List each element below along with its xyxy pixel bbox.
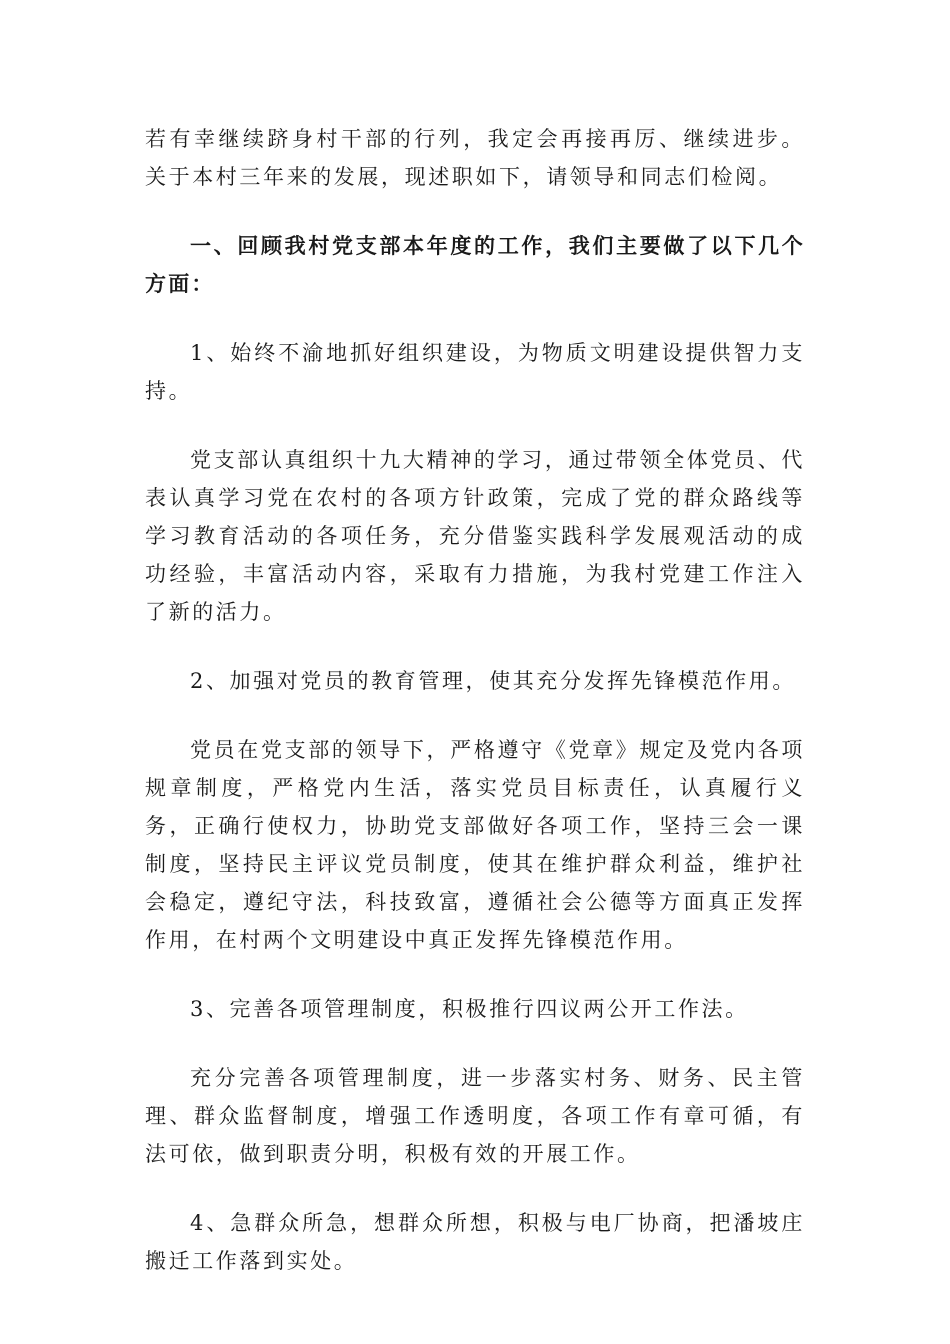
paragraph-item-2: 党员在党支部的领导下，严格遵守《党章》规定及党内各项规章制度，严格党内生活，落实党员目标责任，认真履行义务，正确行使权力，协助党支部做好各项工作，坚持三会一课制度，坚持民主评议党员制度，使其在维护群众利益，维护社会稳定，遵纪守法，科技致富，遵循社会公德等方面真正发挥作用，在村两个文明建设中真正发挥先锋模范作用。 [145, 738, 805, 952]
item-heading-1: 1、始终不渝地抓好组织建设，为物质文明建设提供智力支持。 [145, 341, 805, 403]
section-heading: 一、回顾我村党支部本年度的工作，我们主要做了以下几个方面： [145, 234, 805, 296]
item-heading-3: 3、完善各项管理制度，积极推行四议两公开工作法。 [190, 997, 749, 1021]
item-heading-4: 4、急群众所急，想群众所想，积极与电厂协商，把潘坡庄搬迁工作落到实处。 [145, 1211, 805, 1273]
item-heading-2: 2、加强对党员的教育管理，使其充分发挥先锋模范作用。 [190, 669, 796, 693]
paragraph-item-3: 充分完善各项管理制度，进一步落实村务、财务、民主管理、群众监督制度，增强工作透明度，各项工作有章可循，有法可依，做到职责分明，积极有效的开展工作。 [145, 1066, 805, 1166]
document-body [145, 120, 805, 1311]
paragraph-intro: 若有幸继续跻身村干部的行列，我定会再接再厉、继续进步。关于本村三年来的发展，现述职如下，请领导和同志们检阅。 [145, 127, 805, 189]
paragraph-item-1: 党支部认真组织十九大精神的学习，通过带领全体党员、代表认真学习党在农村的各项方针政策，完成了党的群众路线等学习教育活动的各项任务，充分借鉴实践科学发展观活动的成功经验，丰富活动内容，采取有力措施，为我村党建工作注入了新的活力。 [145, 448, 805, 624]
